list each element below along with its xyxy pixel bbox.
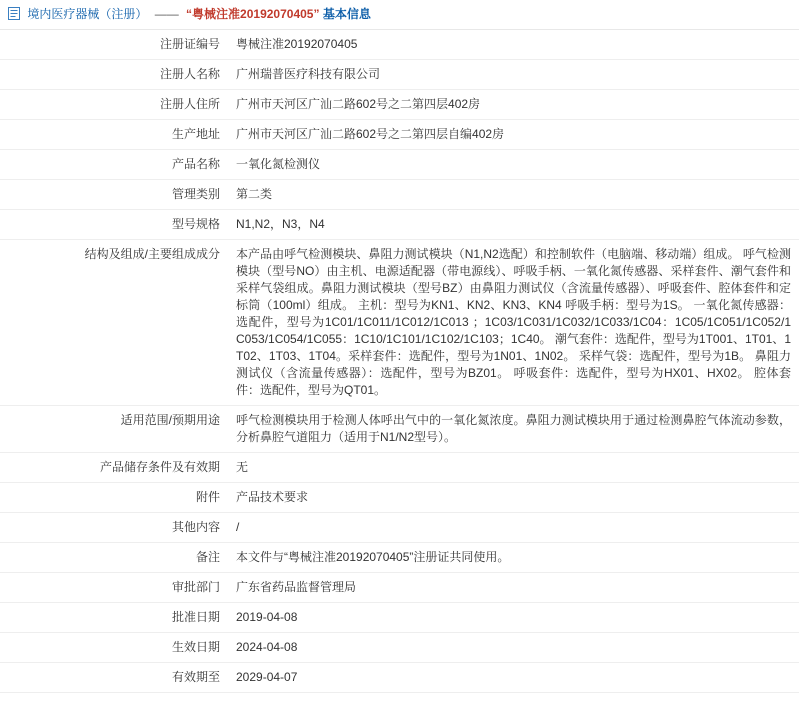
breadcrumb-current-page: 基本信息 <box>322 7 371 21</box>
table-row <box>0 573 799 603</box>
row-label: 备注 <box>195 550 220 564</box>
row-value: 广州市天河区广汕二路602号之二第四层402房 <box>236 97 481 111</box>
row-value: 呼气检测模块用于检测人体呼出气中的一氧化氮浓度。鼻阻力测试模块用于通过检测鼻腔气体流动参数，分析鼻腔气道阻力（适用于N1/N2型号）。 <box>236 413 791 444</box>
table-row <box>0 30 799 60</box>
row-value: 产品技术要求 <box>236 490 309 504</box>
row-label: 产品名称 <box>171 157 220 171</box>
row-value: 本产品由呼气检测模块、鼻阻力测试模块（N1,N2选配）和控制软件（电脑端、移动端）组成。 呼气检测模块（型号NO）由主机、电源适配器（带电源线）、呼吸手柄、一氧化氮传感器、采样套件、潮气套件和采样气袋组成。鼻阻力测试模块（型号BZ）由鼻阻力测试仪（含流量传感器）、呼吸套件、腔体套件和定标筒（100ml）组成。 主机：型号为KN1、KN2、KN3、KN4 呼吸手柄：型号为1S。 一氧化氮传感器：选配件，型号为1C01/1C011/1C012/1C013 ；1C03/1C031/1C032/1C033/1C04：1C05/1C051/1C052/1C053/1C054/1C055：1C10/1C101/1C102/1C103；1C40。 潮气套件：选配件，型号为1T001、1T01、1T02、1T03、1T04。采样套件：选配件，型号为1N01、1N02。 采样气袋：选配件，型号为1B。 鼻阻力测试仪（含流量传感器）：选配件，型号为BZ01。 呼吸套件：选配件，型号为HX01、HX02。 腔体套件：选配件，型号为QT01。 <box>236 247 791 397</box>
table-row <box>0 210 799 240</box>
document-icon <box>8 7 20 24</box>
basic-info-table <box>0 30 799 693</box>
table-row <box>0 60 799 90</box>
row-value: 无 <box>236 460 249 474</box>
row-label: 结构及组成/主要组成成分 <box>84 247 220 261</box>
table-row <box>0 603 799 633</box>
table-row <box>0 633 799 663</box>
breadcrumb-separator: —— <box>154 7 179 21</box>
row-label: 注册证编号 <box>159 37 220 51</box>
table-row <box>0 483 799 513</box>
table-row <box>0 240 799 406</box>
row-value: 第二类 <box>236 187 273 201</box>
row-label: 生效日期 <box>171 640 220 654</box>
row-value: 广州瑞普医疗科技有限公司 <box>236 67 381 81</box>
row-value: N1,N2，N3，N4 <box>236 217 325 231</box>
row-value: 粤械注准20192070405 <box>236 37 358 51</box>
row-label: 附件 <box>195 490 220 504</box>
table-row <box>0 90 799 120</box>
row-value: 广东省药品监督管理局 <box>236 580 357 594</box>
row-label: 注册人名称 <box>159 67 220 81</box>
row-value: 一氧化氮检测仪 <box>236 157 321 171</box>
row-value: / <box>236 520 240 534</box>
row-label: 审批部门 <box>171 580 220 594</box>
row-value: 本文件与“粤械注准20192070405”注册证共同使用。 <box>236 550 510 564</box>
row-value: 2024-04-08 <box>236 640 298 654</box>
row-label: 管理类别 <box>171 187 220 201</box>
row-value: 广州市天河区广汕二路602号之二第四层自编402房 <box>236 127 505 141</box>
row-label: 适用范围/预期用途 <box>120 413 220 427</box>
table-row <box>0 150 799 180</box>
bottom-spacer <box>0 693 799 701</box>
row-label: 有效期至 <box>171 670 220 684</box>
table-row <box>0 406 799 453</box>
table-row <box>0 543 799 573</box>
row-label: 批准日期 <box>171 610 220 624</box>
row-label: 型号规格 <box>171 217 220 231</box>
table-row <box>0 120 799 150</box>
row-value: 2019-04-08 <box>236 610 298 624</box>
row-label: 产品储存条件及有效期 <box>99 460 220 474</box>
table-row <box>0 453 799 483</box>
row-label: 注册人住所 <box>159 97 220 111</box>
row-label: 生产地址 <box>171 127 220 141</box>
row-label: 其他内容 <box>171 520 220 534</box>
table-row <box>0 663 799 693</box>
breadcrumb-registration-number: “粤械注准20192070405” <box>186 7 320 21</box>
breadcrumb-category-link[interactable]: 境内医疗器械（注册） <box>27 7 148 21</box>
basic-info-table-body <box>0 30 799 693</box>
breadcrumb <box>0 0 799 30</box>
row-value: 2029-04-07 <box>236 670 298 684</box>
table-row <box>0 180 799 210</box>
